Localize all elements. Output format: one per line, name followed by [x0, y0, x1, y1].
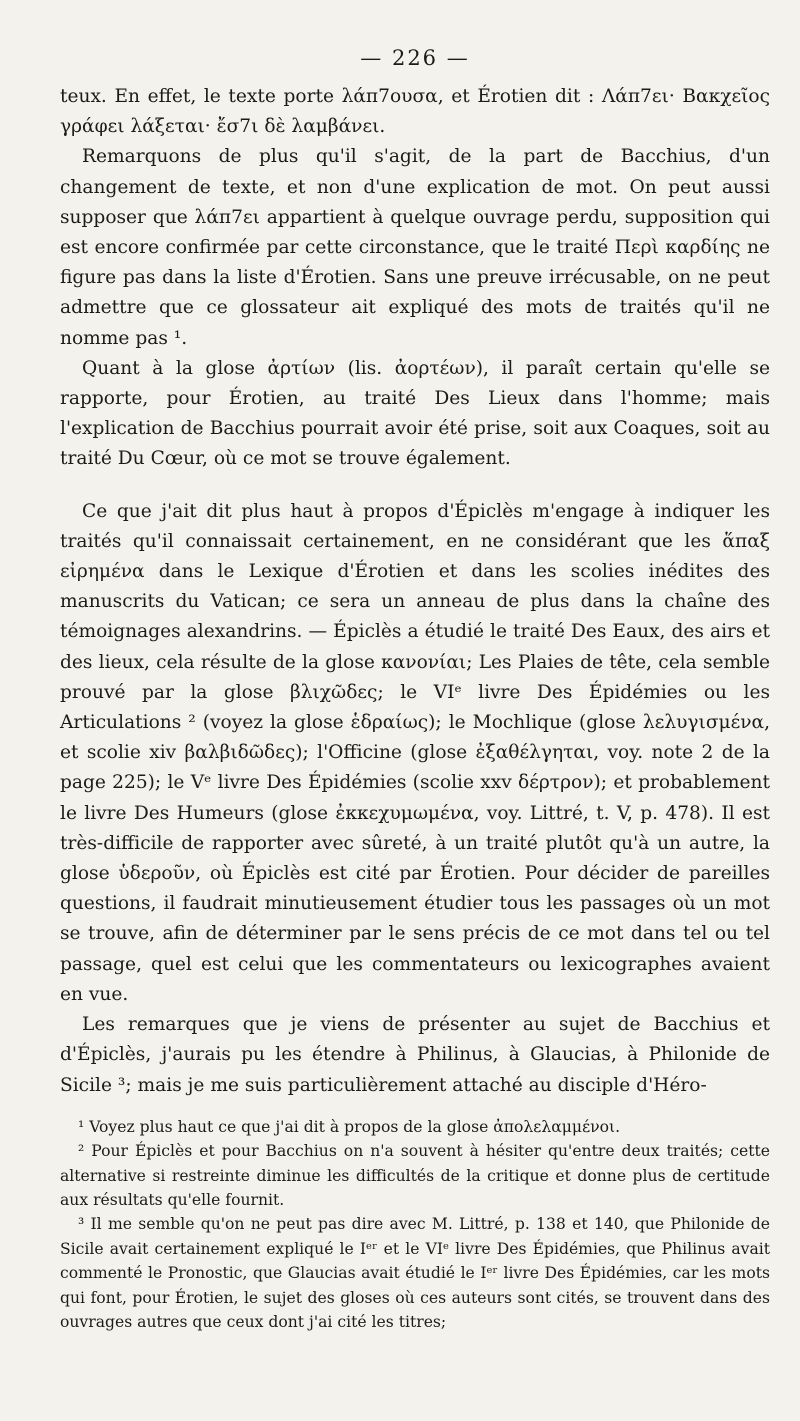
- footnote: ¹ Voyez plus haut ce que j'ai dit à propos de la glose ἀπολελαμμένοι.: [78, 1117, 621, 1136]
- footnote: ³ Il me semble qu'on ne peut pas dire avec M. Littré, p. 138 et 140, que Philonide de Sicile avait certainement expliqué le Iᵉʳ et le VIᵉ livre Des Épidémies, que Philinus avait commenté le Pronostic, que Glaucias avait étudié le Iᵉʳ livre Des Épidémies, car les mots qui font, pour Érotien, le sujet des gloses où ces auteurs sont cités, se trouvent dans des ouvrages autres que ceux dont j'ai cité les titres;: [60, 1215, 770, 1331]
- paragraph: Ce que j'ait dit plus haut à propos d'Épiclès m'engage à indiquer les traités qu'il connaissait certainement, en ne considérant que les ἅπαξ εἰρημένα dans le Lexique d'Érotien et dans les scolies inédites des manuscrits du Vatican; ce sera un anneau de plus dans la chaîne des témoignages alexandrins. — Épiclès a étudié le traité Des Eaux, des airs et des lieux, cela résulte de la glose κανονίαι; Les Plaies de tête, cela semble prouvé par la glose βλιχῶδες; le VIᵉ livre Des Épidémies ou les Articulations ² (voyez la glose ἑδραίως); le Mochlique (glose λελυγισμένα, et scolie xiv βαλβιδῶδες); l'Officine (glose ἐξαθέλγηται, voy. note 2 de la page 225); le Vᵉ livre Des Épidémies (scolie xxv δέρτρον); et probablement le livre Des Humeurs (glose ἐκκεχυμωμένα, voy. Littré, t. V, p. 478). Il est très-difficile de rapporter avec sûreté, à un traité plutôt qu'à un autre, la glose ὑδεροῦν, où Épiclès est cité par Érotien. Pour décider de pareilles questions, il faudrait minutieusement étudier tous les passages où un mot se trouve, afin de déterminer par le sens précis de ce mot dans tel ou tel passage, quel est celui que les commentateurs ou lexicographes avaient en vue.: [60, 500, 770, 1005]
- section-gap: [60, 475, 770, 497]
- footnote: ² Pour Épiclès et pour Bacchius on n'a souvent à hésiter qu'entre deux traités; cette alternative si restreinte diminue les difficultés de la critique et donne plus de certitude aux résultats qu'elle fournit.: [60, 1142, 770, 1209]
- paragraph: Quant à la glose ἀρτίων (lis. ἀορτέων), il paraît certain qu'elle se rapporte, pour Érotien, au traité Des Lieux dans l'homme; mais l'explication de Bacchius pourrait avoir été prise, soit aux Coaques, soit au traité Du Cœur, où ce mot se trouve également.: [60, 357, 770, 470]
- paragraph: teux. En effet, le texte porte λάπ7ουσα, et Érotien dit : Λάπ7ει· Βακχεῖος γράφει λάξεται· ἔσ7ι δὲ λαμβάνει.: [60, 86, 770, 138]
- main-text: [60, 82, 770, 1101]
- page-number: — 226 —: [360, 46, 470, 70]
- paragraph: Remarquons de plus qu'il s'agit, de la part de Bacchius, d'un changement de texte, et non d'une explication de mot. On peut aussi supposer que λάπ7ει appartient à quelque ouvrage perdu, supposition qui est encore confirmée par cette circonstance, que le traité Περὶ καρδίης ne figure pas dans la liste d'Érotien. Sans une preuve irrécusable, on ne peut admettre que ce glossateur ait expliqué des mots de traités qu'il ne nomme pas ¹.: [60, 146, 770, 349]
- footnotes: [60, 1115, 770, 1335]
- paragraph: Les remarques que je viens de présenter au sujet de Bacchius et d'Épiclès, j'aurais pu les étendre à Philinus, à Glaucias, à Philonide de Sicile ³; mais je me suis particulièrement attaché au disciple d'Héro-: [60, 1014, 770, 1096]
